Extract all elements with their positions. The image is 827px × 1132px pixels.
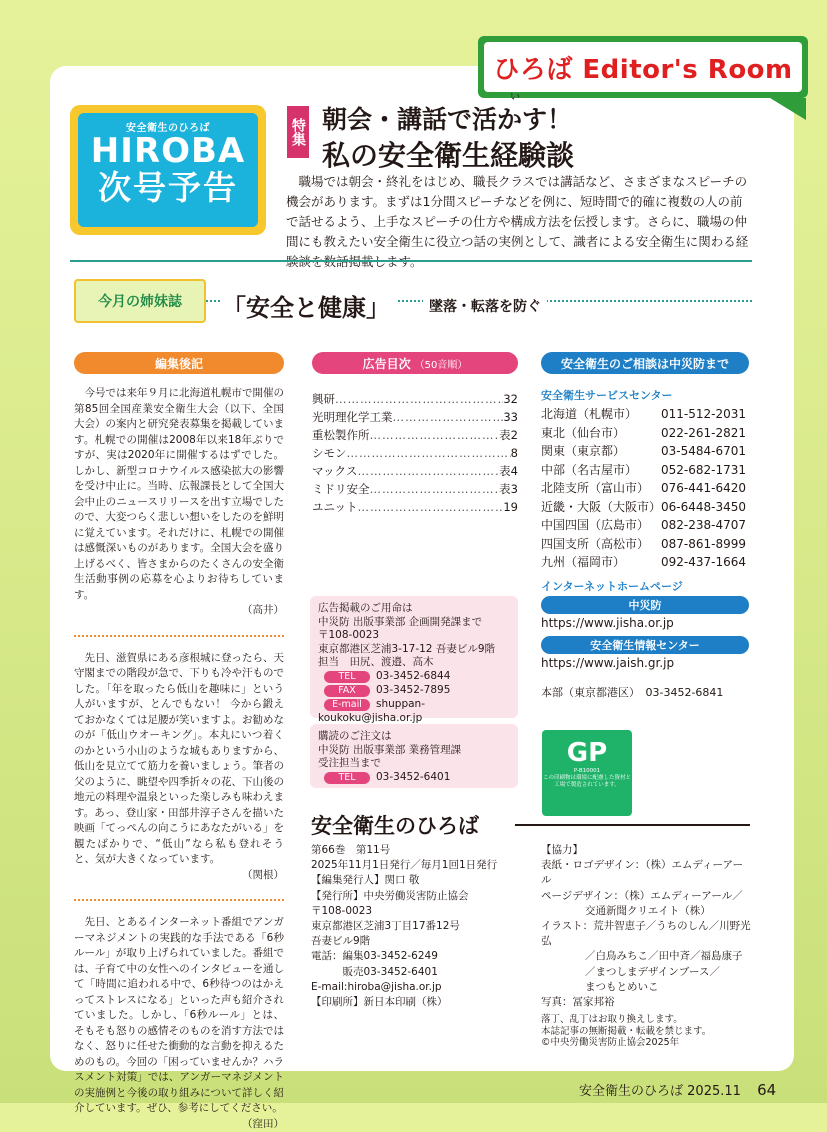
ad-contact-fax: 03-3452-7895	[376, 684, 450, 696]
credits	[541, 843, 753, 1049]
feature-description: 職場では朝会・終礼をはじめ、職長クラスでは講話など、さまざまなスピーチの機会があります。まずは1分間スピーチなどを例に、短時間で的確に複数の人の前で話せるよう、上手なスピーチの仕方や構成方法を伝授します。さらに、職場の仲間にも教えたい安全衛生に役立つ話の実例として、識者による安全衛生に関わる経	[286, 172, 750, 272]
note-author: （窪田）	[74, 1117, 284, 1132]
office-tel[interactable]: 052-682-1731	[661, 461, 746, 480]
credit-line: ページデザイン：（株）エムディーアール／	[541, 889, 753, 904]
leader-dots	[393, 408, 504, 426]
office-name: 東北（仙台市）	[541, 424, 661, 443]
ad-index-heading	[312, 352, 518, 374]
feature-ruby: い	[510, 88, 520, 103]
editors-room-banner	[478, 36, 808, 98]
tel-badge: TEL	[324, 772, 370, 784]
ad-contact-address: 東京都港区芝浦3-17-12 吾妻ビル9階	[318, 643, 512, 657]
leader-dots	[370, 426, 500, 444]
credits-note: 本誌記事の無断掲載・転載を禁じます。	[541, 1026, 753, 1038]
credit-line: 表紙・ロゴデザイン：（株）エムディーアール	[541, 858, 753, 888]
ad-page: 表4	[499, 462, 518, 480]
ad-index-row	[312, 462, 518, 480]
office-tel[interactable]: 011-512-2031	[661, 405, 746, 424]
office-name: 関東（東京都）	[541, 442, 661, 461]
green-printing-mark	[542, 730, 632, 816]
consultation-heading	[541, 352, 749, 374]
ad-index-row	[312, 426, 518, 444]
page-footer	[579, 1080, 776, 1099]
hiroba-next-issue-logo	[70, 105, 266, 235]
office-tel[interactable]: 076-441-6420	[661, 479, 746, 498]
editor-note	[74, 651, 284, 884]
order-contact-box	[310, 724, 518, 788]
editor-notes	[74, 386, 284, 1132]
advertiser-name: マックス	[312, 462, 357, 480]
office-row	[541, 405, 753, 424]
colophon-line: 電話：編集03-3452-6249	[311, 949, 537, 964]
order-contact-tel-row	[318, 771, 512, 785]
note-author: （高井）	[74, 603, 284, 619]
sister-magazine-label: 今月の姉妹誌	[74, 279, 206, 323]
footer-magazine: 安全衛生のひろば	[579, 1084, 683, 1099]
leader-dots	[335, 390, 503, 408]
office-name: 近畿・大阪（大阪市）	[541, 498, 661, 517]
office-row	[541, 479, 753, 498]
tel-badge: TEL	[324, 671, 370, 683]
colophon-line: 【編集発行人】関口 敬	[311, 873, 537, 888]
note-separator	[74, 635, 284, 637]
credit-line: まつもとめいこ	[541, 980, 753, 995]
ad-index-row	[312, 480, 518, 498]
banner-title: ひろば Editor's Room	[493, 49, 792, 86]
fax-badge: FAX	[324, 685, 370, 697]
hq-tel[interactable]: 03-3452-6841	[646, 686, 724, 699]
editor-note	[74, 915, 284, 1132]
colophon-line[interactable]: E-mail:hiroba@jisha.or.jp	[311, 980, 537, 995]
advertiser-name: 興研	[312, 390, 335, 408]
credits-note: ©中央労働災害防止協会2025年	[541, 1037, 753, 1049]
leader-dots	[358, 498, 504, 516]
office-row	[541, 553, 753, 572]
credits-note: 落丁、乱丁はお取り換えします。	[541, 1014, 753, 1026]
office-name: 北陸支所（富山市）	[541, 479, 661, 498]
gp-logo-icon: GP	[542, 738, 632, 768]
gp-mark-caption: この印刷物は環境に配慮した資材と工場で製造されています。	[542, 775, 632, 789]
email-badge: E-mail	[324, 699, 370, 711]
ad-page: 33	[503, 408, 518, 426]
advertiser-name: 光明理化学工業	[312, 408, 393, 426]
office-name: 中国四国（広島市）	[541, 516, 661, 535]
sister-magazine-title: 「安全と健康」	[222, 288, 396, 323]
colophon-line: 東京都港区芝浦3丁目17番12号	[311, 919, 537, 934]
office-tel[interactable]: 022-261-2821	[661, 424, 746, 443]
office-row	[541, 535, 753, 554]
site-label-jisha: 中災防	[541, 596, 749, 614]
colophon-line: 販売03-3452-6401	[311, 965, 537, 980]
office-tel[interactable]: 06-6448-3450	[661, 498, 746, 517]
ad-contact-title: 広告掲載のご用命は	[318, 602, 512, 616]
ad-page: 8	[511, 444, 518, 462]
office-name: 九州（福岡市）	[541, 553, 661, 572]
note-text: 先日、とあるインターネット番組でアンガーマネジメントの実践的な手法である「6秒ルール」が取り上げられていました。番組では、子育て中の女性へのインタビューを通して「時間に追われる中で、6秒待つのはかえってストレスになる」といった声も紹介されていました。しかし、「6秒ルール」とは、そもそも怒りの感情そのものを消す方法ではなく、怒りに任せた衝動的な言動を抑えるためのもの。今回の「困っていませんか？ハラスメント対策」では、アンガーマネジメントの実施例と今後の取り組みについて詳しく紹介しています。ぜひ、参考にしてください。	[74, 915, 284, 1117]
order-contact-tel[interactable]: 03-3452-6401	[376, 771, 450, 783]
logo-next-issue: 次号予告	[78, 168, 258, 208]
colophon	[311, 843, 537, 1010]
credits-notes	[541, 1014, 753, 1049]
consultation-column	[541, 387, 753, 700]
office-row	[541, 498, 753, 517]
ad-contact-fax-row	[318, 684, 512, 698]
credit-line: ／まつしまデザインブース／	[541, 965, 753, 980]
sister-magazine-topic: 墜落・転落を防ぐ	[423, 296, 547, 316]
feature-title-line2: 私の安全衛生経験談	[322, 134, 574, 174]
ad-index-heading-text: 広告目次	[363, 355, 411, 372]
colophon-line: 2025年11月1日発行／毎月1回1日発行	[311, 858, 537, 873]
logo-name: HIROBA	[78, 134, 258, 168]
ad-page: 32	[503, 390, 518, 408]
ad-contact-email[interactable]: shuppan-koukoku@jisha.or.jp	[318, 698, 425, 724]
magazine-title-rule	[515, 824, 750, 826]
colophon-line: 吾妻ビル9階	[311, 934, 537, 949]
logo-subtitle: 安全衛生のひろば	[78, 119, 258, 134]
office-name: 四国支所（高松市）	[541, 535, 661, 554]
section-divider	[70, 260, 752, 262]
order-contact-desk: 受注担当まで	[318, 757, 512, 771]
office-name: 中部（名古屋市）	[541, 461, 661, 480]
ad-contact-postal: 〒108-0023	[318, 629, 512, 643]
credit-line: イラスト：荒井智恵子／うちのしん／川野光弘	[541, 919, 753, 949]
ad-index-row	[312, 390, 518, 408]
advertiser-name: ミドリ安全	[312, 480, 370, 498]
site-label-jaish: 安全衛生情報センター	[541, 636, 749, 654]
advertiser-name: 重松製作所	[312, 426, 370, 444]
ad-index-list	[312, 390, 518, 516]
advertiser-name: ユニット	[312, 498, 358, 516]
feature-title-line1: 朝会・講話で活かす！	[322, 100, 572, 136]
ad-page: 表2	[499, 426, 518, 444]
office-row	[541, 516, 753, 535]
footer-issue: 2025.11	[687, 1084, 741, 1099]
ad-contact-dept: 中災防 出版事業部 企画開発課まで	[318, 616, 512, 630]
page-number: 64	[757, 1081, 776, 1099]
colophon-line: 第66巻 第11号	[311, 843, 537, 858]
credit-line: 交通新聞クリエイト（株）	[541, 904, 753, 919]
website-title: インターネットホームページ	[541, 578, 753, 594]
note-author: （関根）	[74, 868, 284, 884]
consultation-heading-text: 安全衛生のご相談は中災防まで	[561, 355, 729, 372]
site-url-jisha[interactable]: https://www.jisha.or.jp	[541, 616, 753, 630]
headquarters-row	[541, 684, 753, 700]
office-tel[interactable]: 082-238-4707	[661, 516, 746, 535]
credit-line: ／白鳥みちこ／田中斉／福島康子	[541, 949, 753, 964]
office-row	[541, 442, 753, 461]
note-text: 先日、滋賀県にある彦根城に登ったら、天守閣までの階段が急で、下りも冷や汗ものでした。「年を取ったら低山を趣味に」という人がいますが、とんでもない！ 今から鍛えておかなくては足腰が笑いますよ。お勧めなのが「低山ウオーキング」。本丸にいつ着くのかという小山のような城もありますから、低山を見立てて筋力を養いましょう。筆者の父のように、眺望や四季折々の花、下山後の地元の料理や温泉といった楽しみも味わえます。あっ、登山家・田部井淳子さんを描いた映画「てっぺんの向こうにあなたがいる」を観たばかりで、“低山”なら私も登れそうと、気が大きくなっています。	[74, 651, 284, 868]
ad-index-row	[312, 444, 518, 462]
note-separator	[74, 899, 284, 901]
credit-line: 写真：冨家邦裕	[541, 995, 753, 1010]
site-url-jaish[interactable]: https://www.jaish.gr.jp	[541, 656, 753, 670]
office-tel[interactable]: 03-5484-6701	[661, 442, 746, 461]
office-row	[541, 461, 753, 480]
colophon-line: 【印刷所】新日本印刷（株）	[311, 995, 537, 1010]
ad-index-row	[312, 408, 518, 426]
office-row	[541, 424, 753, 443]
order-contact-title: 購読のご注文は	[318, 730, 512, 744]
ad-contact-tel-row	[318, 670, 512, 684]
office-tel[interactable]: 087-861-8999	[661, 535, 746, 554]
feature-tag: 特集	[287, 106, 309, 158]
order-contact-dept: 中災防 出版事業部 業務管理課	[318, 744, 512, 758]
ad-page: 表3	[499, 480, 518, 498]
credits-title: 【協力】	[541, 843, 753, 858]
ad-contact-email-row	[318, 698, 512, 726]
ad-contact-staff: 担当 田尻、渡邉、高木	[318, 656, 512, 670]
leader-dots	[370, 480, 500, 498]
gp-mark-code: P-B10001	[542, 768, 632, 775]
magazine-title: 安全衛生のひろば	[311, 810, 479, 840]
ad-page: 19	[503, 498, 518, 516]
office-tel[interactable]: 092-437-1664	[661, 553, 746, 572]
service-centers-title: 安全衛生サービスセンター	[541, 387, 753, 403]
ad-index-heading-note: （50音順）	[415, 356, 468, 371]
editor-notes-heading-text: 編集後記	[155, 355, 203, 372]
leader-dots	[357, 462, 499, 480]
hq-label: 本部（東京都港区）	[541, 686, 635, 699]
ad-contact-tel[interactable]: 03-3452-6844	[376, 670, 450, 682]
editor-notes-heading	[74, 352, 284, 374]
ad-contact-box	[310, 596, 518, 718]
leader-dots	[347, 444, 511, 462]
note-text: 今号では来年９月に北海道札幌市で開催の第85回全国産業安全衛生大会（以下、全国大会）の案内と研究発表募集を掲載しています。札幌での開催は2008年以来18年ぶりですが、実は2020年に開催するはずでした。しかし、新型コロナウイルス感染拡大の影響を受け中止に。当時、広報課長として全国大会中止のニュースリリースを出す立場でしたので、大変つらく悲しい想いをしたのを鮮明に覚えています。それだけに、札幌での開催は感慨深いものがあります。全国大会を盛り上げるべく、皆さまからのたくさんの安全衛生活動事例の応募を心よりお待ちしています。	[74, 386, 284, 603]
advertiser-name: シモン	[312, 444, 347, 462]
office-name: 北海道（札幌市）	[541, 405, 661, 424]
colophon-line: 【発行所】中央労働災害防止協会	[311, 889, 537, 904]
editor-note	[74, 386, 284, 619]
banner-tail	[770, 98, 806, 120]
colophon-line: 〒108-0023	[311, 904, 537, 919]
ad-index-row	[312, 498, 518, 516]
